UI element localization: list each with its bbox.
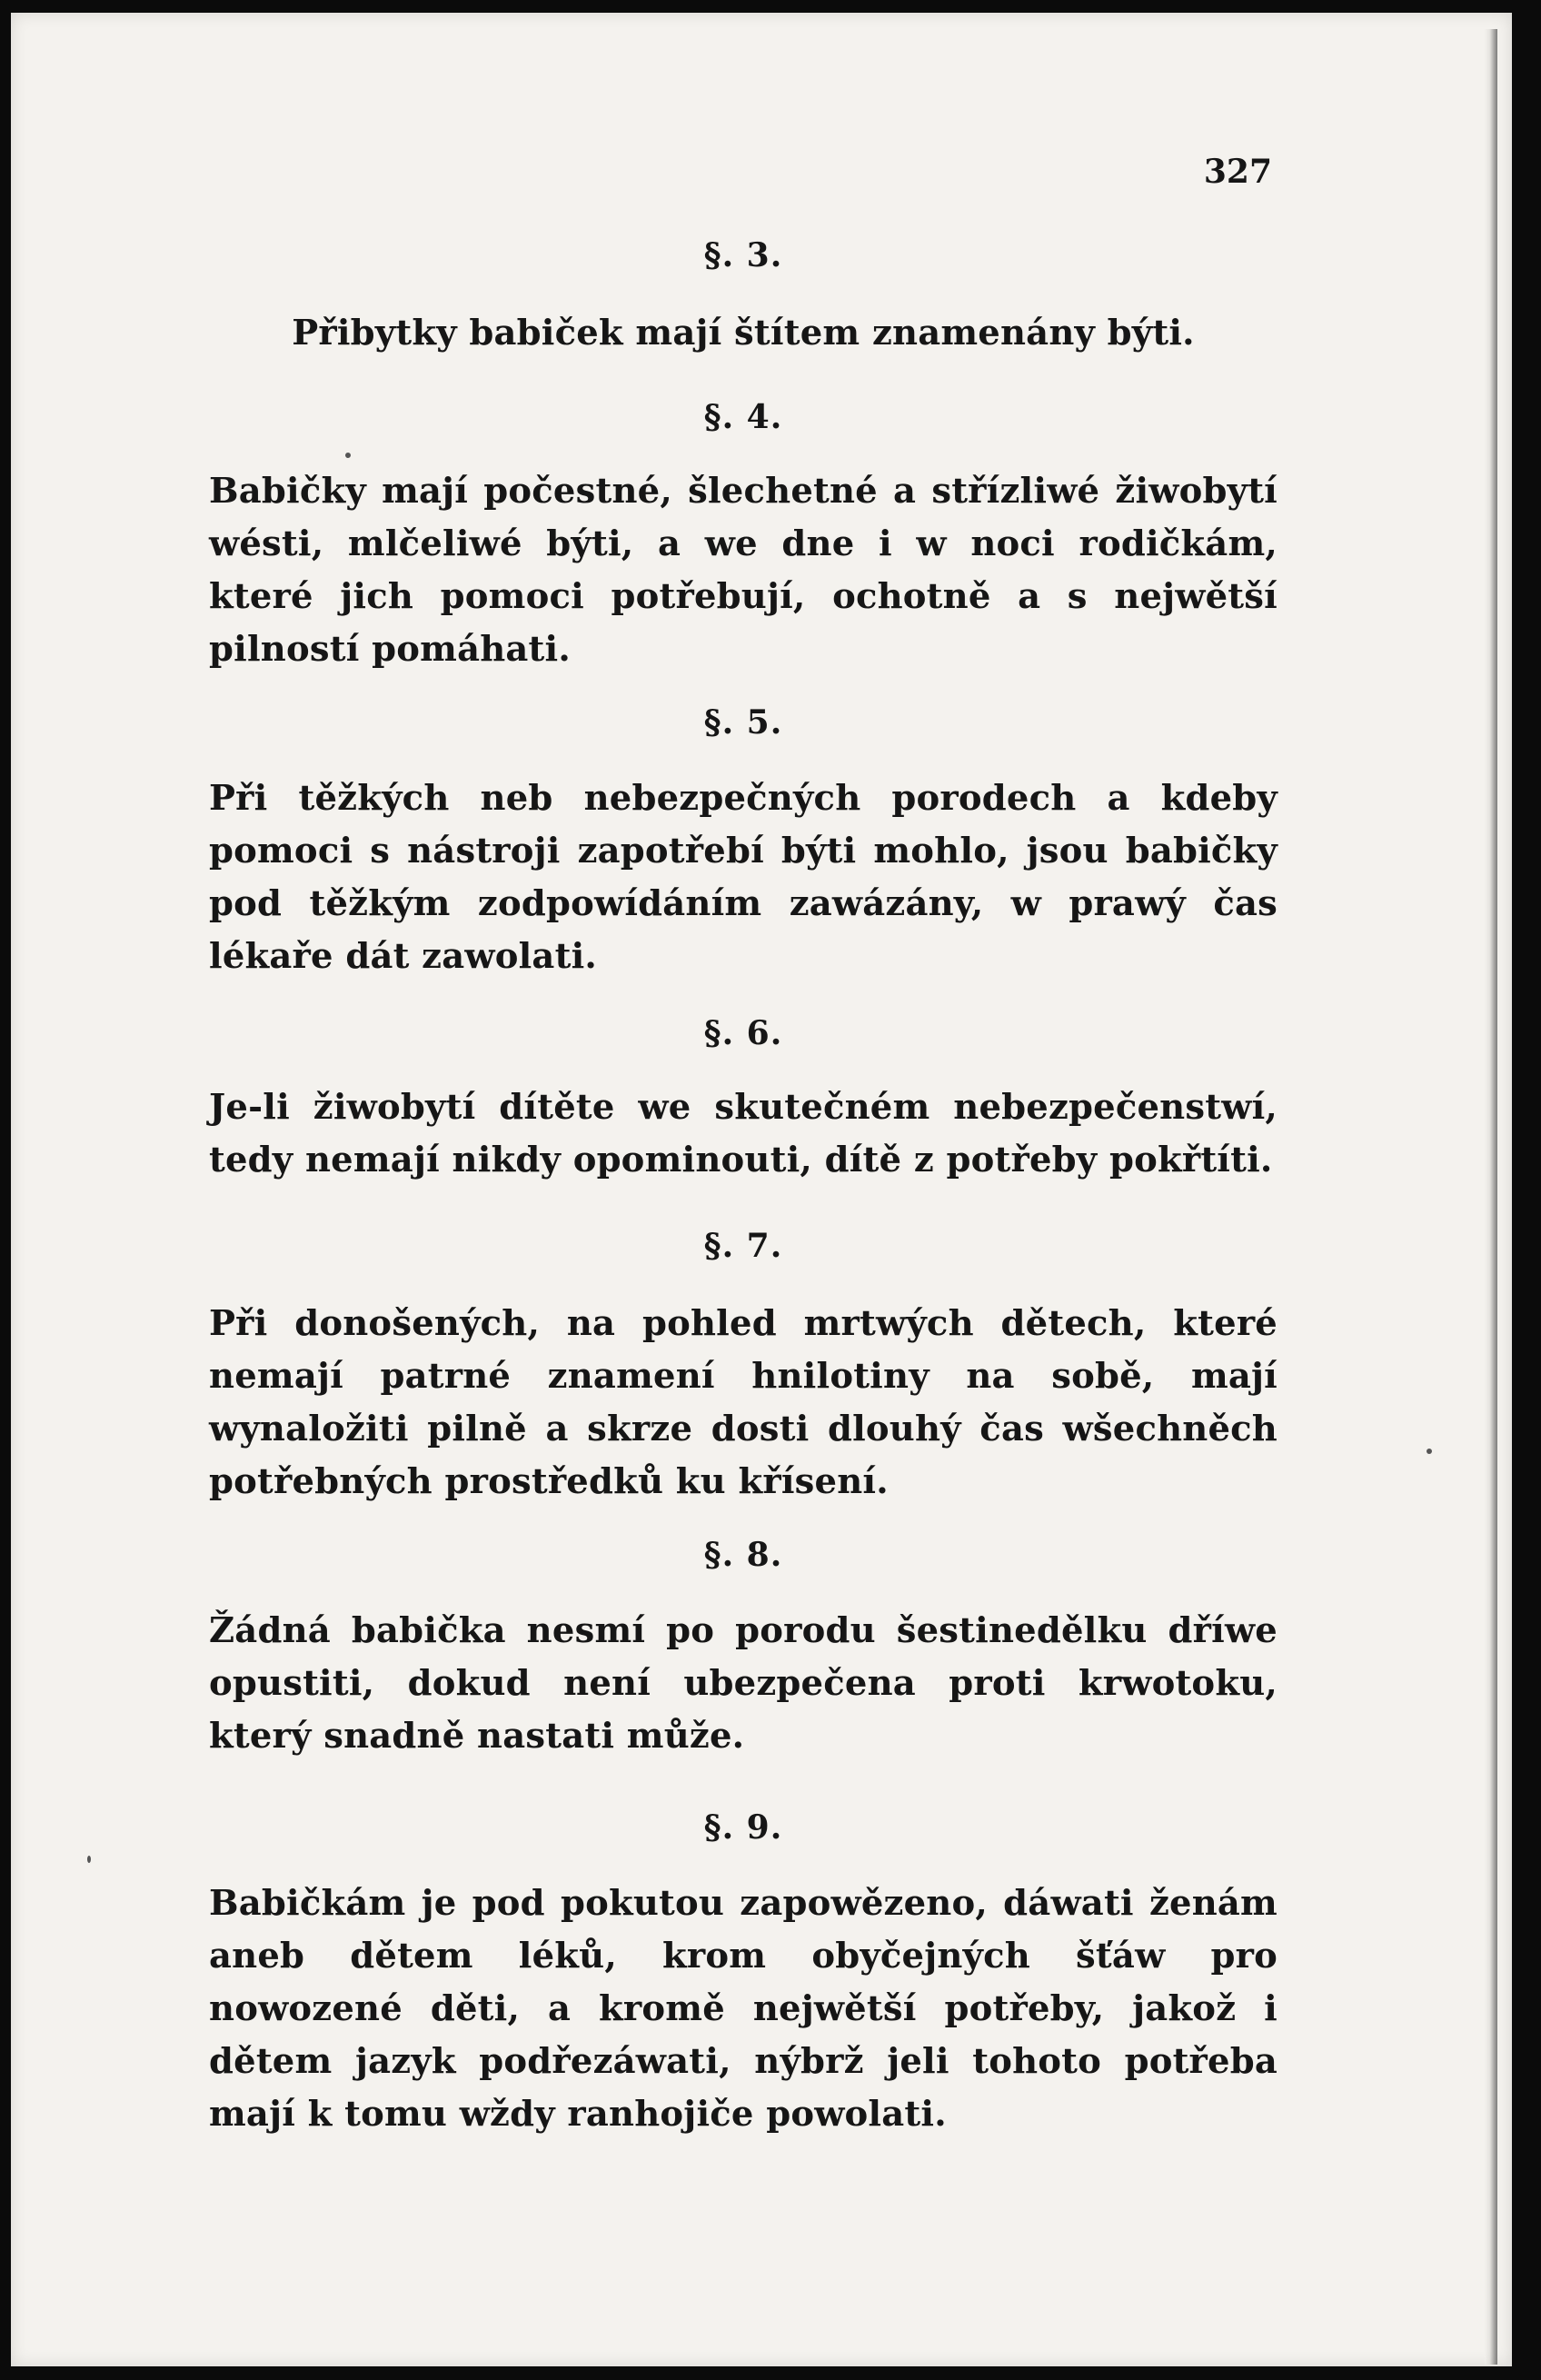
section-heading-6: §. 6. (703, 1014, 783, 1052)
page-number: 327 (1203, 153, 1272, 191)
section-text-8: Žádná babička nesmí po porodu šestinedělku dříwe opustiti, dokud není ubezpečena proti krwotoku, který snadně nastati může. (209, 1610, 1278, 1757)
section-text-6: Je-li žiwobytí dítěte we skutečném nebezpečenstwí, tedy nemají nikdy opominouti, dítě z potřeby pokřtíti. (209, 1087, 1278, 1180)
section-heading-4: §. 4. (703, 398, 783, 436)
paper-speck (345, 453, 351, 458)
section-text-4: Babičky mají počestné, šlechetné a střízliwé žiwobytí wésti, mlčeliwé býti, a we dne i w noci rodičkám, které jich pomoci potřebují, ochotně a s nejwětší pilností pomáhati. (209, 471, 1278, 670)
section-heading-7: §. 7. (703, 1227, 783, 1265)
section-text-9: Babičkám je pod pokutou zapowězeno, dáwati ženám aneb dětem léků, krom obyčejných šťáw pro nowozené děti, a kromě nejwětší potřeby, jakož i dětem jazyk podřezáwati, nýbrž jeli tohoto potřeba mají k tomu wždy ranhojiče powolati. (209, 1883, 1278, 2135)
page-edge-shadow (1485, 29, 1497, 2365)
section-text-7: Při donošených, na pohled mrtwých dětech, které nemají patrné znamení hnilotiny na sobě, mají wynaložiti pilně a skrze dosti dlouhý čas wšechněch potřebných prostředků ku křísení. (209, 1303, 1278, 1502)
paper-speck (87, 1856, 91, 1863)
section-heading-9: §. 9. (703, 1808, 783, 1847)
section-heading-3: §. 3. (703, 236, 783, 274)
paper-speck (1427, 1449, 1432, 1454)
section-heading-8: §. 8. (703, 1536, 783, 1574)
section-text-3: Přibytky babiček mají štítem znamenány býti. (292, 313, 1195, 354)
section-heading-5: §. 5. (703, 703, 783, 742)
section-text-5: Při těžkých neb nebezpečných porodech a kdeby pomoci s nástroji zapotřebí býti mohlo, jsou babičky pod těžkým zodpowídáním zawázány, w prawý čas lékaře dát zawolati. (209, 778, 1278, 977)
